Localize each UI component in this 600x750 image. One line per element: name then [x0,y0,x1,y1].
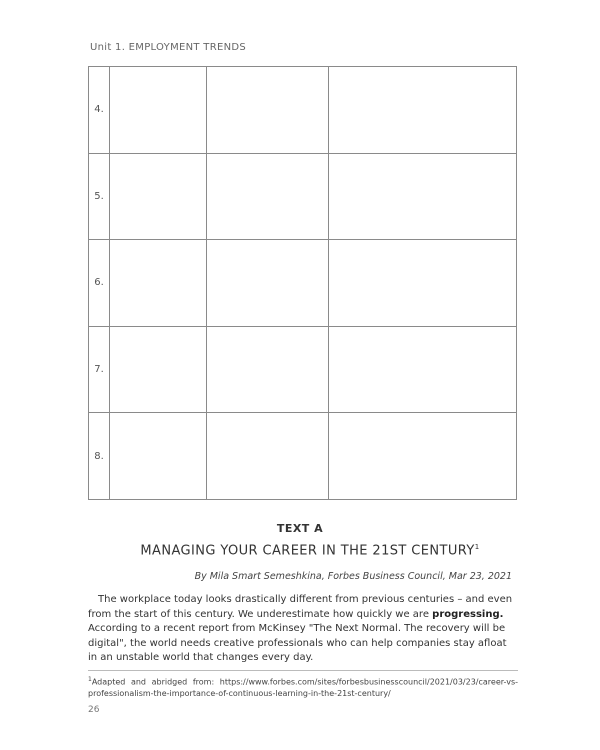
footnote-number: 1 [88,676,92,683]
row-number: 8. [89,413,110,500]
row-number: 7. [89,326,110,413]
table-cell [110,240,207,327]
table-row [89,413,517,500]
table-cell [207,67,329,154]
row-number: 5. [89,153,110,240]
table-cell [207,240,329,327]
exercise-table [88,66,517,500]
article-title [0,543,600,558]
paragraph-text: According to a recent report from McKinsey "The Next Normal. The recovery will be digital", the world needs creative professionals who can help companies stay afloat in an unstable world that changes every day. [88,623,507,663]
footnote [88,674,518,700]
table-cell [329,67,517,154]
table-cell [329,326,517,413]
row-number: 6. [89,240,110,327]
running-header: Unit 1. EMPLOYMENT TRENDS [90,42,246,53]
page-number: 26 [88,705,100,715]
body-paragraph [88,593,518,666]
table-cell [110,326,207,413]
footnote-text: Adapted and abridged from: https://www.forbes.com/sites/forbesbusinesscouncil/2021/03/23/career-vs-professionalism-the-importance-of-continuous-learning-in-the-21st-century/ [88,677,518,699]
table-cell [110,413,207,500]
table-cell [207,153,329,240]
footnote-divider [88,670,518,671]
table-cell [207,326,329,413]
table-cell [329,153,517,240]
table-row [89,240,517,327]
table-cell [329,240,517,327]
table-cell [329,413,517,500]
table-cell [207,413,329,500]
text-label: TEXT A [276,522,324,535]
bold-keyword: progressing. [432,608,504,620]
table-cell [110,153,207,240]
table-row [89,153,517,240]
footnote-marker: 1 [474,543,480,551]
row-number: 4. [89,67,110,154]
byline: By Mila Smart Semeshkina, Forbes Business Council, Mar 23, 2021 [194,571,512,582]
table-cell [110,67,207,154]
article-title-text: MANAGING YOUR CAREER IN THE 21ST CENTURY [140,543,475,559]
table-row [89,67,517,154]
table-row [89,326,517,413]
paragraph-text: The workplace today looks drastically different from previous centuries – and even from the start of this century. We underestimate how quickly we are [88,594,513,620]
